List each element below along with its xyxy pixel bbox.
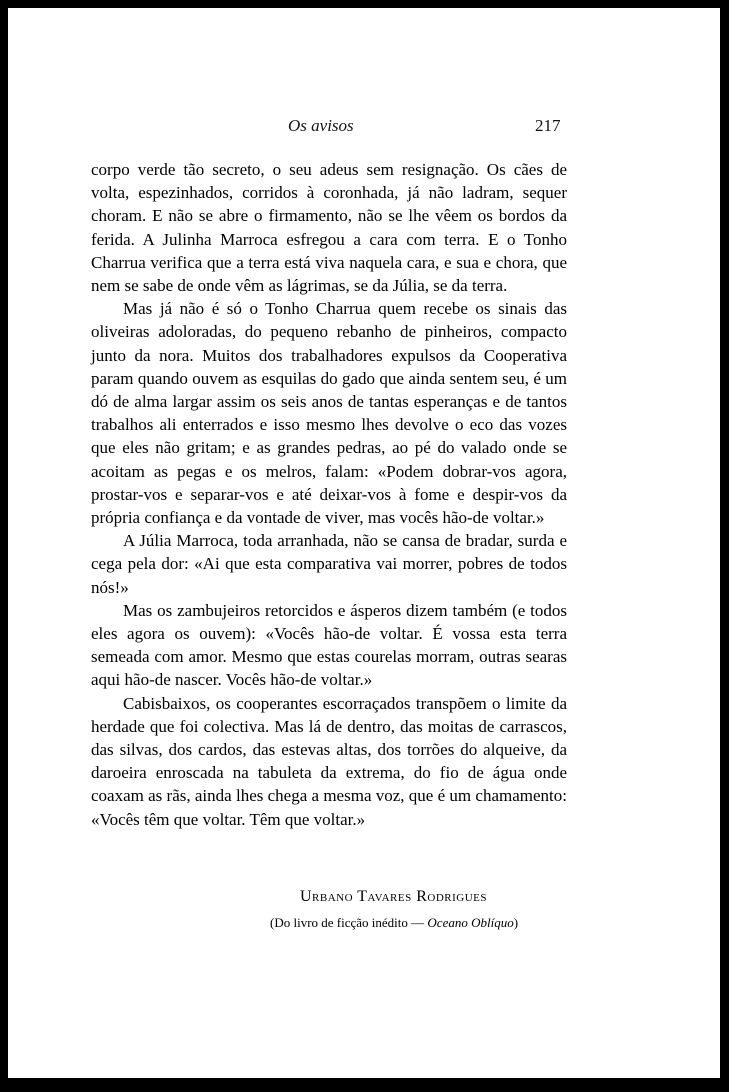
author-signature: Urbano Tavares Rodrigues xyxy=(300,888,487,905)
source-title: Oceano Oblíquo xyxy=(427,915,514,930)
running-title: Os avisos xyxy=(288,116,354,135)
source-note xyxy=(270,915,518,931)
source-suffix: ) xyxy=(513,915,519,930)
paragraph: corpo verde tão secreto, o seu adeus sem resignação. Os cães de volta, espezinhados, corridos à coronhada, já não ladram, sequer choram. E não se abre o firmamento, não se lhe vêem os bordos da ferida. A Julinha Marroca esfregou a cara com terra. E o Tonho Charrua verifica que a terra está viva naquela cara, e sua e chora, que nem se sabe de onde vêm as lágrimas, se da Júlia, se da terra. xyxy=(91,160,567,296)
page-number: 217 xyxy=(535,116,561,135)
paragraph: Mas os zambujeiros retorcidos e ásperos dizem também (e todos eles agora os ouvem): «Vocês hão-de voltar. É vossa esta terra semeada com amor. Mesmo que estas courelas morram, outras searas aqui hão-de nascer. Vocês hão-de voltar.» xyxy=(91,600,567,690)
source-prefix: (Do livro de ficção inédito — xyxy=(270,915,428,930)
page xyxy=(8,8,720,1078)
paragraph: Cabisbaixos, os cooperantes escorraçados transpõem o limite da herdade que foi colectiva. Mas lá de dentro, das moitas de carrascos, das silvas, dos cardos, das estevas altas, dos torrões do alqueive, da daroeira enroscada na tabuleta da extrema, do fio de água onde coaxam as rãs, ainda lhes chega a mesma voz, que é um chamamento: «Vocês têm que voltar. Têm que voltar.» xyxy=(91,693,567,829)
paragraph: A Júlia Marroca, toda arranhada, não se cansa de bradar, surda e cega pela dor: «Ai que esta comparativa vai morrer, pobres de todos nós!» xyxy=(91,531,567,597)
paragraph: Mas já não é só o Tonho Charrua quem recebe os sinais das oliveiras adoloradas, do pequeno rebanho de pinheiros, compacto junto da nora. Muitos dos trabalhadores expulsos da Cooperativa param quando ouvem as esquilas do gado que ainda sentem seu, é um dó de alma largar assim os seis anos de tantas esperanças e de tantos trabalhos ali enterrados e isso mesmo lhes devolve o eco das vozes que eles não gritam; e as grandes pedras, ao pé do valado onde se acoitam as pegas e os melros, falam: «Podem dobrar-vos agora, prostar-vos e separar-vos e até deixar-vos à fome e despir-vos da própria confiança e da vontade de viver, mas vocês hão-de voltar.» xyxy=(91,299,567,528)
body-text xyxy=(91,158,567,831)
running-header xyxy=(8,116,720,138)
